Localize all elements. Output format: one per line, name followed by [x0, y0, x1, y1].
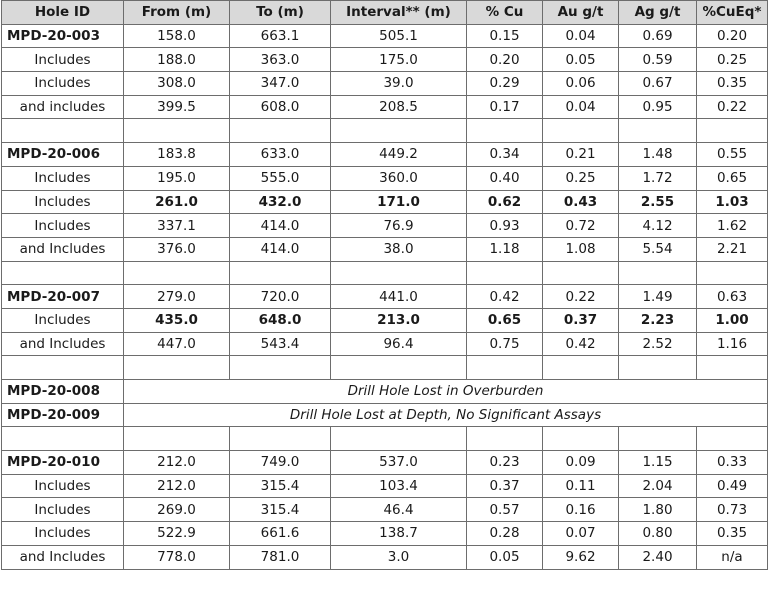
interval-cell: 46.4	[331, 498, 467, 522]
to-cell: 781.0	[230, 545, 331, 569]
hole-id-cell: Includes	[2, 190, 124, 214]
au-cell: 0.25	[543, 166, 619, 190]
empty-cell	[331, 119, 467, 143]
table-row	[2, 451, 768, 475]
cueq-cell: 0.25	[697, 48, 768, 72]
to-cell: 347.0	[230, 72, 331, 96]
to-cell: 720.0	[230, 285, 331, 309]
table-row	[2, 24, 768, 48]
interval-cell: 38.0	[331, 237, 467, 261]
header-interval: Interval** (m)	[331, 1, 467, 25]
drill-results-table	[1, 0, 768, 570]
au-cell: 0.22	[543, 285, 619, 309]
header-row	[2, 1, 768, 25]
cu-cell: 0.37	[467, 474, 543, 498]
from-cell: 158.0	[124, 24, 230, 48]
cu-cell: 0.05	[467, 545, 543, 569]
ag-cell: 1.72	[619, 166, 697, 190]
cu-cell: 0.17	[467, 95, 543, 119]
cueq-cell: 0.20	[697, 24, 768, 48]
ag-cell: 0.95	[619, 95, 697, 119]
ag-cell: 0.80	[619, 522, 697, 546]
table-row	[2, 48, 768, 72]
ag-cell: 5.54	[619, 237, 697, 261]
interval-cell: 441.0	[331, 285, 467, 309]
spacer-row	[2, 261, 768, 285]
from-cell: 337.1	[124, 214, 230, 238]
cu-cell: 0.20	[467, 48, 543, 72]
spacer-row	[2, 119, 768, 143]
empty-cell	[230, 261, 331, 285]
table-row	[2, 214, 768, 238]
hole-id-cell: Includes	[2, 474, 124, 498]
header-au-gt: Au g/t	[543, 1, 619, 25]
to-cell: 414.0	[230, 237, 331, 261]
au-cell: 0.37	[543, 308, 619, 332]
from-cell: 447.0	[124, 332, 230, 356]
from-cell: 212.0	[124, 451, 230, 475]
ag-cell: 2.55	[619, 190, 697, 214]
cu-cell: 0.62	[467, 190, 543, 214]
table-row	[2, 522, 768, 546]
au-cell: 0.11	[543, 474, 619, 498]
empty-cell	[2, 356, 124, 380]
cu-cell: 0.15	[467, 24, 543, 48]
cueq-cell: 0.55	[697, 143, 768, 167]
header-hole-id: Hole ID	[2, 1, 124, 25]
from-cell: 188.0	[124, 48, 230, 72]
interval-cell: 96.4	[331, 332, 467, 356]
interval-cell: 213.0	[331, 308, 467, 332]
au-cell: 1.08	[543, 237, 619, 261]
table-body	[2, 24, 768, 569]
cu-cell: 0.29	[467, 72, 543, 96]
interval-cell: 138.7	[331, 522, 467, 546]
interval-cell: 208.5	[331, 95, 467, 119]
ag-cell: 1.15	[619, 451, 697, 475]
cueq-cell: 1.16	[697, 332, 768, 356]
from-cell: 261.0	[124, 190, 230, 214]
note-row	[2, 403, 768, 427]
interval-cell: 449.2	[331, 143, 467, 167]
au-cell: 9.62	[543, 545, 619, 569]
from-cell: 308.0	[124, 72, 230, 96]
cueq-cell: 0.73	[697, 498, 768, 522]
hole-id-cell: MPD-20-010	[2, 451, 124, 475]
ag-cell: 0.67	[619, 72, 697, 96]
table-row	[2, 190, 768, 214]
hole-id-cell: Includes	[2, 498, 124, 522]
hole-id-cell: Includes	[2, 166, 124, 190]
cu-cell: 0.65	[467, 308, 543, 332]
ag-cell: 0.69	[619, 24, 697, 48]
au-cell: 0.43	[543, 190, 619, 214]
interval-cell: 171.0	[331, 190, 467, 214]
table-row	[2, 237, 768, 261]
cueq-cell: 0.49	[697, 474, 768, 498]
empty-cell	[697, 427, 768, 451]
au-cell: 0.05	[543, 48, 619, 72]
cu-cell: 0.93	[467, 214, 543, 238]
empty-cell	[124, 261, 230, 285]
empty-cell	[467, 261, 543, 285]
from-cell: 212.0	[124, 474, 230, 498]
au-cell: 0.04	[543, 24, 619, 48]
empty-cell	[124, 427, 230, 451]
empty-cell	[467, 119, 543, 143]
note-cell: Drill Hole Lost at Depth, No Significant Assays	[124, 403, 768, 427]
from-cell: 279.0	[124, 285, 230, 309]
empty-cell	[467, 356, 543, 380]
au-cell: 0.09	[543, 451, 619, 475]
cu-cell: 0.23	[467, 451, 543, 475]
ag-cell: 1.80	[619, 498, 697, 522]
to-cell: 363.0	[230, 48, 331, 72]
ag-cell: 0.59	[619, 48, 697, 72]
au-cell: 0.42	[543, 332, 619, 356]
hole-id-cell: Includes	[2, 72, 124, 96]
cueq-cell: 0.35	[697, 522, 768, 546]
hole-id-cell: Includes	[2, 48, 124, 72]
table-row	[2, 474, 768, 498]
au-cell: 0.06	[543, 72, 619, 96]
empty-cell	[331, 427, 467, 451]
ag-cell: 2.23	[619, 308, 697, 332]
empty-cell	[619, 356, 697, 380]
au-cell: 0.04	[543, 95, 619, 119]
empty-cell	[2, 427, 124, 451]
table-row	[2, 143, 768, 167]
cueq-cell: 0.35	[697, 72, 768, 96]
interval-cell: 505.1	[331, 24, 467, 48]
table-row	[2, 498, 768, 522]
hole-id-cell: and Includes	[2, 332, 124, 356]
table-row	[2, 285, 768, 309]
hole-id-cell: and includes	[2, 95, 124, 119]
table-row	[2, 166, 768, 190]
to-cell: 663.1	[230, 24, 331, 48]
empty-cell	[619, 119, 697, 143]
from-cell: 435.0	[124, 308, 230, 332]
cu-cell: 0.57	[467, 498, 543, 522]
ag-cell: 2.04	[619, 474, 697, 498]
spacer-row	[2, 356, 768, 380]
interval-cell: 76.9	[331, 214, 467, 238]
cueq-cell: 0.63	[697, 285, 768, 309]
hole-id-cell: Includes	[2, 308, 124, 332]
interval-cell: 360.0	[331, 166, 467, 190]
header-from: From (m)	[124, 1, 230, 25]
empty-cell	[697, 261, 768, 285]
to-cell: 661.6	[230, 522, 331, 546]
hole-id-cell: MPD-20-009	[2, 403, 124, 427]
cu-cell: 0.34	[467, 143, 543, 167]
empty-cell	[2, 261, 124, 285]
to-cell: 315.4	[230, 474, 331, 498]
hole-id-cell: and Includes	[2, 237, 124, 261]
ag-cell: 2.52	[619, 332, 697, 356]
cu-cell: 0.75	[467, 332, 543, 356]
empty-cell	[619, 261, 697, 285]
spacer-row	[2, 427, 768, 451]
hole-id-cell: Includes	[2, 214, 124, 238]
hole-id-cell: MPD-20-003	[2, 24, 124, 48]
empty-cell	[467, 427, 543, 451]
hole-id-cell: and Includes	[2, 545, 124, 569]
interval-cell: 3.0	[331, 545, 467, 569]
empty-cell	[230, 356, 331, 380]
hole-id-cell: Includes	[2, 522, 124, 546]
interval-cell: 103.4	[331, 474, 467, 498]
cueq-cell: 2.21	[697, 237, 768, 261]
interval-cell: 175.0	[331, 48, 467, 72]
note-row	[2, 380, 768, 404]
interval-cell: 39.0	[331, 72, 467, 96]
empty-cell	[230, 119, 331, 143]
ag-cell: 4.12	[619, 214, 697, 238]
from-cell: 269.0	[124, 498, 230, 522]
to-cell: 633.0	[230, 143, 331, 167]
empty-cell	[331, 261, 467, 285]
empty-cell	[2, 119, 124, 143]
cu-cell: 1.18	[467, 237, 543, 261]
au-cell: 0.72	[543, 214, 619, 238]
au-cell: 0.16	[543, 498, 619, 522]
cueq-cell: 1.62	[697, 214, 768, 238]
table-row	[2, 545, 768, 569]
ag-cell: 1.49	[619, 285, 697, 309]
header-cu-pct: % Cu	[467, 1, 543, 25]
table-row	[2, 95, 768, 119]
cueq-cell: 1.03	[697, 190, 768, 214]
from-cell: 195.0	[124, 166, 230, 190]
from-cell: 778.0	[124, 545, 230, 569]
empty-cell	[697, 356, 768, 380]
from-cell: 522.9	[124, 522, 230, 546]
from-cell: 376.0	[124, 237, 230, 261]
empty-cell	[619, 427, 697, 451]
cu-cell: 0.42	[467, 285, 543, 309]
cu-cell: 0.28	[467, 522, 543, 546]
empty-cell	[697, 119, 768, 143]
empty-cell	[543, 261, 619, 285]
to-cell: 543.4	[230, 332, 331, 356]
to-cell: 315.4	[230, 498, 331, 522]
hole-id-cell: MPD-20-007	[2, 285, 124, 309]
cueq-cell: 0.22	[697, 95, 768, 119]
note-cell: Drill Hole Lost in Overburden	[124, 380, 768, 404]
from-cell: 399.5	[124, 95, 230, 119]
table-row	[2, 72, 768, 96]
table-row	[2, 308, 768, 332]
to-cell: 414.0	[230, 214, 331, 238]
au-cell: 0.21	[543, 143, 619, 167]
to-cell: 432.0	[230, 190, 331, 214]
empty-cell	[543, 119, 619, 143]
empty-cell	[124, 356, 230, 380]
hole-id-cell: MPD-20-008	[2, 380, 124, 404]
from-cell: 183.8	[124, 143, 230, 167]
header-cueq-pct: %CuEq*	[697, 1, 768, 25]
cueq-cell: 0.65	[697, 166, 768, 190]
to-cell: 555.0	[230, 166, 331, 190]
header-ag-gt: Ag g/t	[619, 1, 697, 25]
au-cell: 0.07	[543, 522, 619, 546]
cueq-cell: n/a	[697, 545, 768, 569]
empty-cell	[543, 427, 619, 451]
table-row	[2, 332, 768, 356]
to-cell: 749.0	[230, 451, 331, 475]
cueq-cell: 0.33	[697, 451, 768, 475]
header-to: To (m)	[230, 1, 331, 25]
cu-cell: 0.40	[467, 166, 543, 190]
interval-cell: 537.0	[331, 451, 467, 475]
to-cell: 648.0	[230, 308, 331, 332]
cueq-cell: 1.00	[697, 308, 768, 332]
hole-id-cell: MPD-20-006	[2, 143, 124, 167]
to-cell: 608.0	[230, 95, 331, 119]
empty-cell	[543, 356, 619, 380]
empty-cell	[331, 356, 467, 380]
ag-cell: 1.48	[619, 143, 697, 167]
ag-cell: 2.40	[619, 545, 697, 569]
empty-cell	[124, 119, 230, 143]
empty-cell	[230, 427, 331, 451]
